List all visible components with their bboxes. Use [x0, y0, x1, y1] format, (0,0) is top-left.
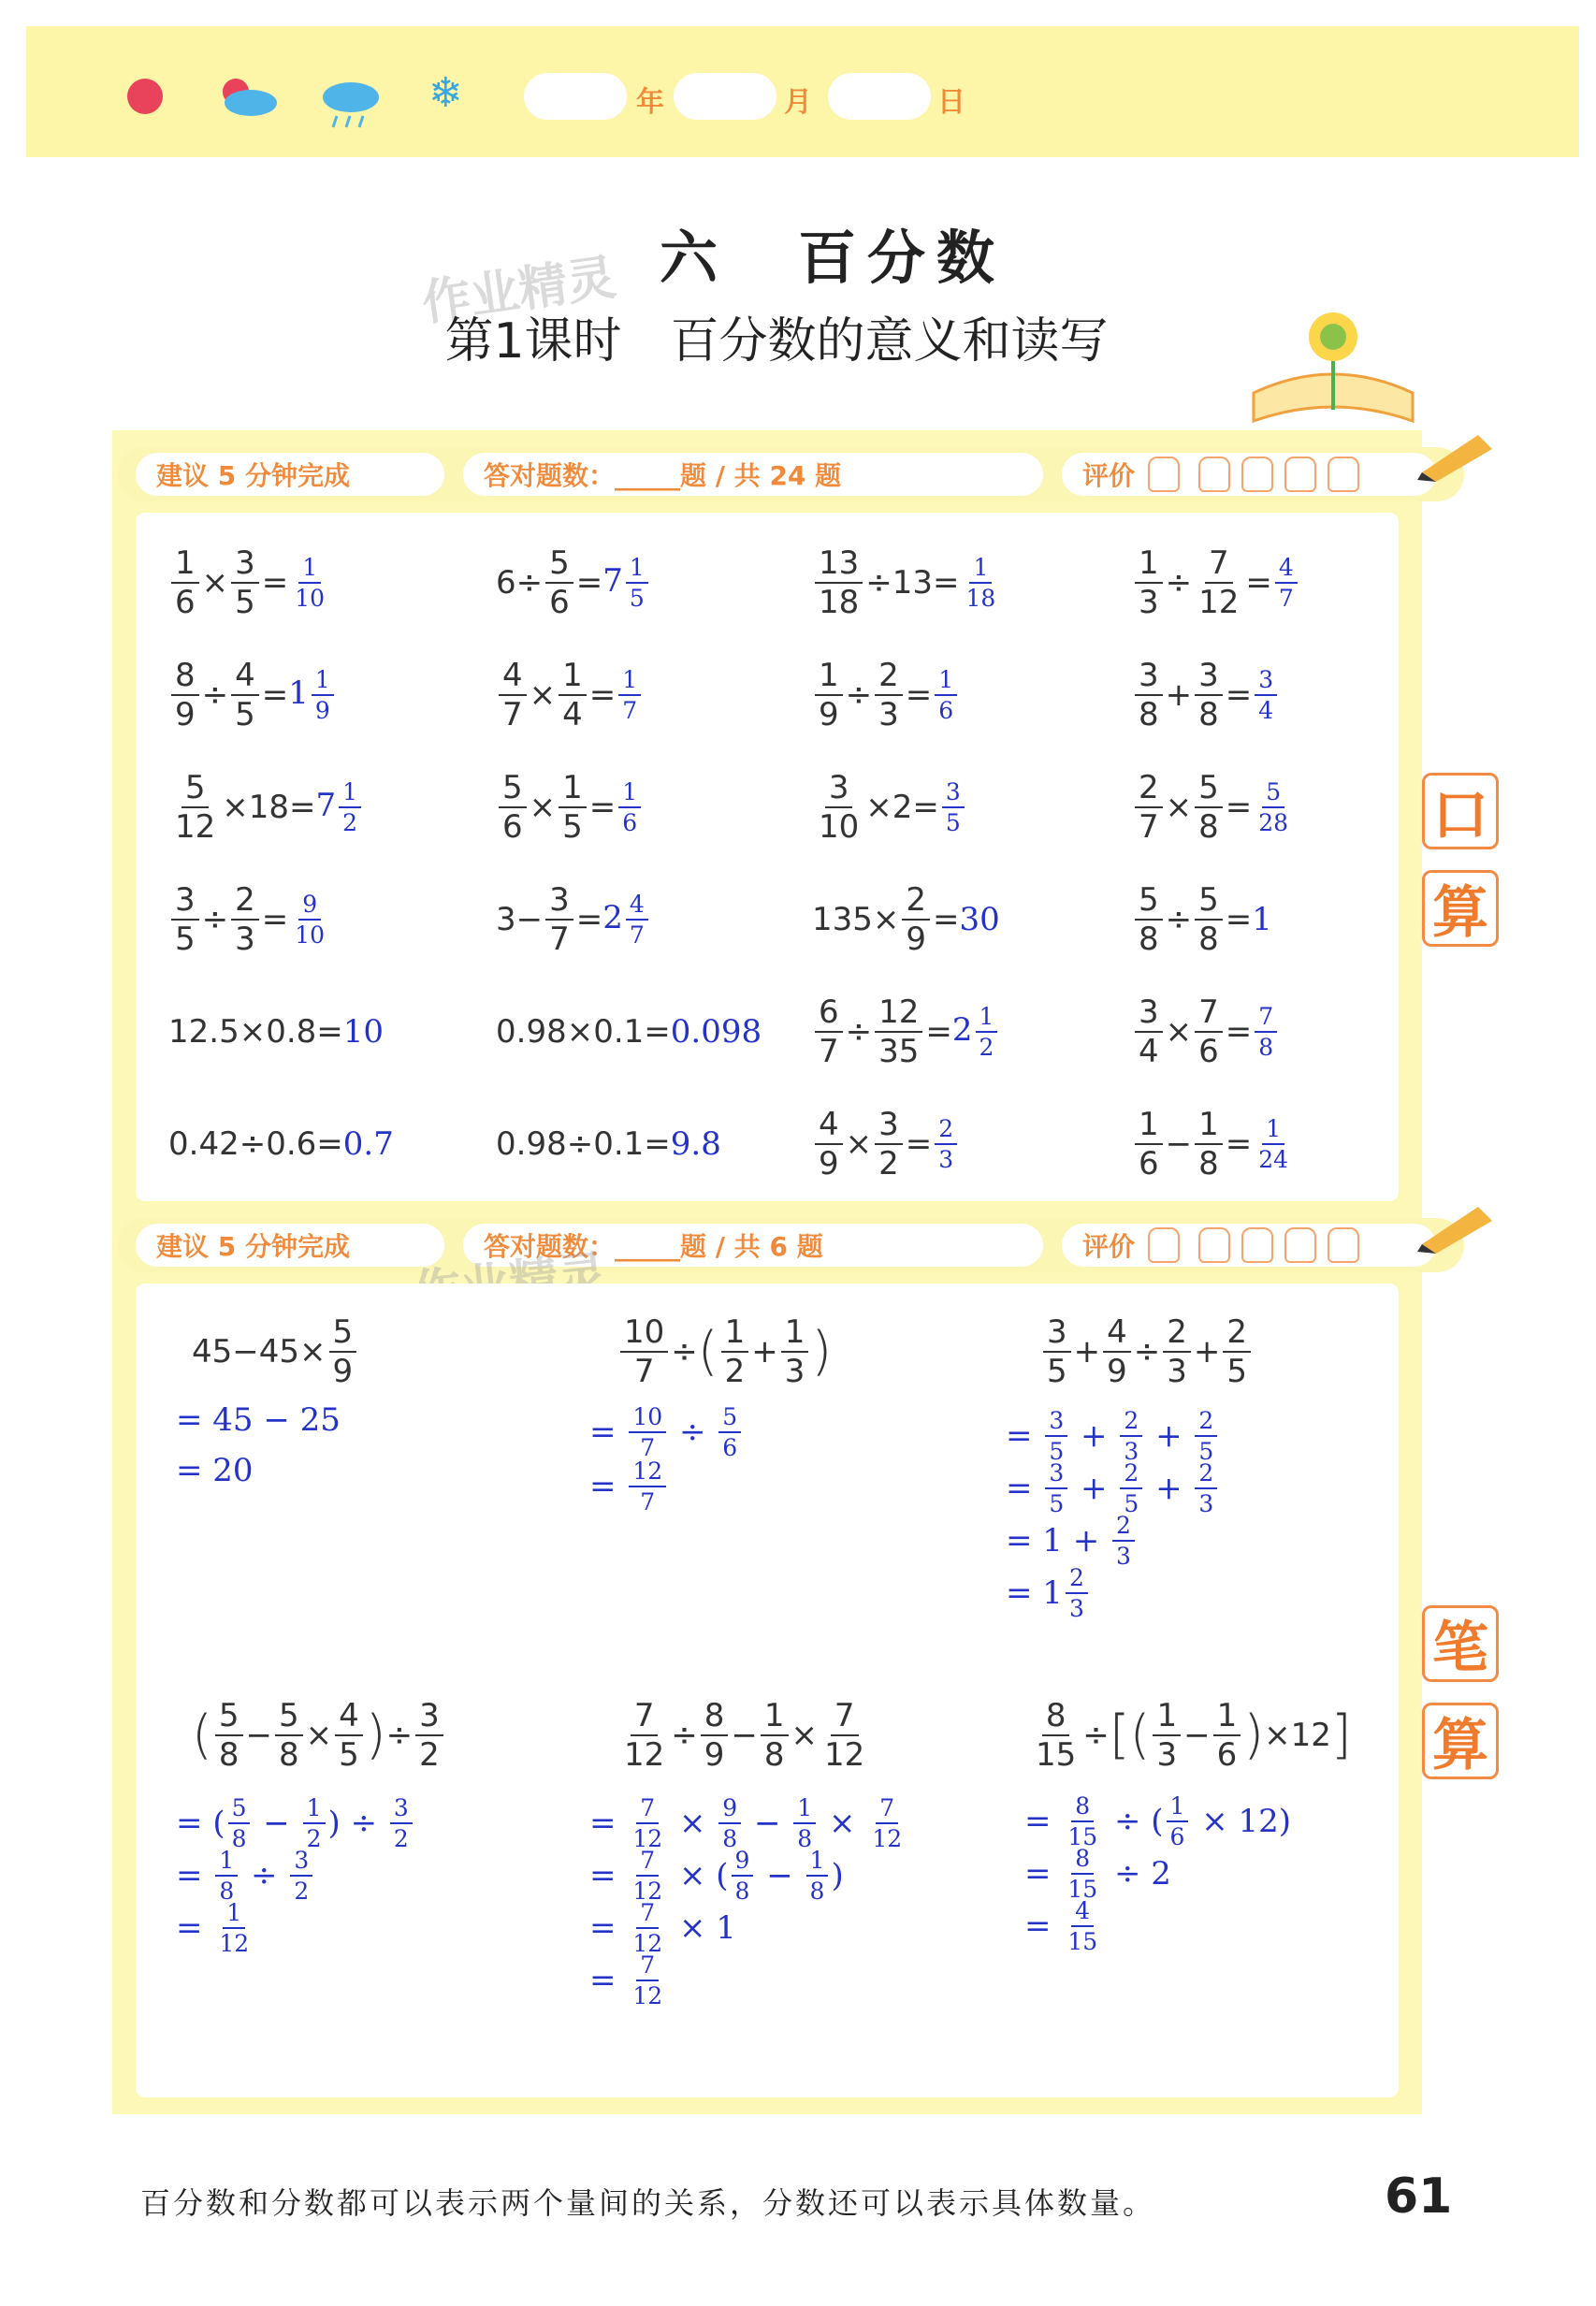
oral-q1: $\frac{1}{6}$ × $\frac{3}{5}$ = $\frac{1}{10}$	[168, 531, 331, 634]
oral-q17: 12.5×0.8= 10	[168, 1013, 384, 1051]
oral-q9: $\frac{5}{12}$ ×18= 7 $\frac{1}{2}$	[168, 756, 364, 859]
written-p1-question: 45−45× $\frac{5}{9}$	[192, 1300, 359, 1403]
thumb-icon[interactable]	[1284, 1227, 1316, 1263]
section2-time: 建议 5 分钟完成	[136, 1224, 444, 1267]
thumb-icon[interactable]	[1328, 1227, 1359, 1263]
month-label: 月	[784, 86, 812, 119]
written-p3-step3: = 1 + $\frac{2}{3}$	[1006, 1514, 1138, 1568]
snow-icon: ❄	[428, 69, 463, 117]
side-label-kou: 口	[1422, 773, 1499, 849]
book-flower-icon	[1244, 299, 1422, 440]
year-label: 年	[636, 86, 664, 119]
written-p4-step2: = $\frac{1}{8}$ ÷ $\frac{3}{2}$	[176, 1849, 315, 1903]
section1-rating	[1062, 453, 1436, 496]
written-p4-step3: = $\frac{1}{12}$	[176, 1899, 250, 1957]
section1-time: 建议 5 分钟完成	[136, 453, 444, 496]
thumb-icon[interactable]	[1241, 457, 1273, 492]
thumb-icon[interactable]	[1148, 457, 1180, 492]
month-field[interactable]	[674, 73, 776, 120]
day-field[interactable]	[828, 73, 931, 120]
section2-score: 答对题数：_____题 / 共 6 题	[463, 1224, 1043, 1267]
oral-q3: $\frac{13}{18}$ ÷13= $\frac{1}{18}$	[812, 531, 1002, 634]
oral-q23: $\frac{4}{9}$ × $\frac{3}{2}$ = $\frac{2}{3}$	[812, 1093, 960, 1196]
oral-q24: $\frac{1}{6}$ − $\frac{1}{8}$ = $\frac{1}{24}$	[1132, 1093, 1295, 1196]
pencil-icon	[1413, 1197, 1497, 1254]
written-p5-step2: = $\frac{7}{12}$ × ( $\frac{9}{8}$ − $\frac{1}{8}$ )	[589, 1847, 844, 1905]
written-p5-step1: = $\frac{7}{12}$ × $\frac{9}{8}$ − $\frac{1}{8}$ × $\frac{7}{12}$	[589, 1794, 903, 1852]
thumb-icon[interactable]	[1241, 1227, 1273, 1263]
oral-q6: $\frac{4}{7}$ × $\frac{1}{4}$ = $\frac{1}{7}$	[496, 644, 644, 747]
oral-q10: $\frac{5}{6}$ × $\frac{1}{5}$ = $\frac{1}{6}$	[496, 756, 644, 859]
oral-q16: $\frac{5}{8}$ ÷ $\frac{5}{8}$ = 1	[1132, 868, 1272, 971]
written-p5-step4: = $\frac{7}{12}$	[589, 1951, 663, 2009]
thumb-icon[interactable]	[1198, 1227, 1230, 1263]
written-p1-step2: = 20	[176, 1452, 254, 1489]
written-p6-step3: = $\frac{4}{15}$	[1024, 1897, 1098, 1955]
side-label-suan: 算	[1422, 870, 1499, 947]
written-p4-step1: = ( $\frac{5}{8}$ − $\frac{1}{2}$ ) ÷ $\frac{3}{2}$	[176, 1796, 415, 1850]
written-p2-step2: = $\frac{12}{7}$	[589, 1459, 669, 1514]
written-p2-step1: = $\frac{10}{7}$ ÷ $\frac{5}{6}$	[589, 1405, 744, 1459]
section1-score: 答对题数：_____题 / 共 24 题	[463, 453, 1043, 496]
cloudy-icon	[215, 75, 281, 118]
oral-q18: 0.98×0.1= 0.098	[496, 1013, 762, 1051]
lesson-title: 第1课时 百分数的意义和读写	[444, 313, 1109, 370]
footer-note: 百分数和分数都可以表示两个量间的关系，分数还可以表示具体数量。	[140, 2185, 1156, 2221]
written-p3-step2: = $\frac{3}{5}$ + $\frac{2}{5}$ + $\frac{2}{3}$	[1006, 1461, 1220, 1516]
written-p6-question: $\frac{8}{15}$ ÷ [ ( $\frac{1}{3}$ − $\frac{1}{6}$ ) ×12 ]	[1036, 1697, 1352, 1774]
section1-header	[117, 447, 1464, 501]
thumb-icon[interactable]	[1328, 457, 1359, 492]
day-label: 日	[937, 86, 965, 119]
oral-q12: $\frac{2}{7}$ × $\frac{5}{8}$ = $\frac{5}{28}$	[1132, 756, 1295, 859]
written-p3-step1: = $\frac{3}{5}$ + $\frac{2}{3}$ + $\frac{2}{5}$	[1006, 1409, 1220, 1463]
written-p5-question: $\frac{7}{12}$ ÷ $\frac{8}{9}$ − $\frac{1}{8}$ × $\frac{7}{12}$	[624, 1697, 865, 1774]
oral-q8: $\frac{3}{8}$ + $\frac{3}{8}$ = $\frac{3}{4}$	[1132, 644, 1280, 747]
written-p6-step2: = $\frac{8}{15}$ ÷ 2	[1024, 1845, 1171, 1903]
oral-q22: 0.98÷0.1= 9.8	[496, 1125, 721, 1163]
written-p4-question: ( $\frac{5}{8}$ − $\frac{5}{8}$ × $\frac{4}{5}$ ) ÷ $\frac{3}{2}$	[192, 1684, 446, 1787]
rating-label: 评价	[1082, 1231, 1136, 1262]
written-p1-step1: = 45 − 25	[176, 1401, 341, 1439]
chapter-title: 六 百分数	[659, 224, 1006, 292]
written-p2-question: $\frac{10}{7}$ ÷ ( $\frac{1}{2}$ + $\frac{1}{3}$ )	[617, 1300, 832, 1403]
thumb-icon[interactable]	[1198, 457, 1230, 492]
oral-q5: $\frac{8}{9}$ ÷ $\frac{4}{5}$ = 1 $\frac{1}{9}$	[168, 644, 337, 747]
rain-icon	[318, 75, 384, 131]
thumb-icon[interactable]	[1284, 457, 1316, 492]
watermark: 作业精灵	[418, 249, 619, 333]
thumb-icon[interactable]	[1148, 1227, 1180, 1263]
section2-header	[117, 1218, 1464, 1272]
oral-q14: 3− $\frac{3}{7}$ = 2 $\frac{4}{7}$	[496, 868, 651, 971]
side-label-suan2: 算	[1422, 1703, 1499, 1779]
year-field[interactable]	[524, 73, 627, 120]
page-number: 61	[1385, 2168, 1453, 2225]
oral-q2: 6÷ $\frac{5}{6}$ = 7 $\frac{1}{5}$	[496, 531, 651, 634]
side-label-bi: 笔	[1422, 1605, 1499, 1682]
sun-icon	[127, 79, 163, 114]
written-p5-step3: = $\frac{7}{12}$ × 1	[589, 1899, 736, 1957]
written-p3-question: $\frac{3}{5}$ + $\frac{4}{9}$ ÷ $\frac{2}{3}$ + $\frac{2}{5}$	[1040, 1300, 1254, 1403]
oral-q19: $\frac{6}{7}$ ÷ $\frac{12}{35}$ = 2 $\frac{1}{2}$	[812, 980, 1000, 1083]
oral-q7: $\frac{1}{9}$ ÷ $\frac{2}{3}$ = $\frac{1}{6}$	[812, 644, 960, 747]
written-p3-step4: = 1 $\frac{2}{3}$	[1006, 1566, 1091, 1620]
oral-q15: 135× $\frac{2}{9}$ = 30	[812, 881, 1000, 958]
written-p6-step1: = $\frac{8}{15}$ ÷ ( $\frac{1}{6}$ × 12)	[1024, 1792, 1292, 1850]
oral-q21: 0.42÷0.6= 0.7	[168, 1125, 394, 1163]
oral-q4: $\frac{1}{3}$ ÷ $\frac{7}{12}$ = $\frac{4}{7}$	[1132, 531, 1300, 634]
rating-label: 评价	[1082, 460, 1136, 491]
oral-q20: $\frac{3}{4}$ × $\frac{7}{6}$ = $\frac{7}{8}$	[1132, 980, 1280, 1083]
oral-q11: $\frac{3}{10}$ ×2= $\frac{3}{5}$	[812, 756, 967, 859]
section2-rating	[1062, 1224, 1436, 1267]
oral-q13: $\frac{3}{5}$ ÷ $\frac{2}{3}$ = $\frac{9}{10}$	[168, 868, 331, 971]
pencil-icon	[1413, 426, 1497, 482]
